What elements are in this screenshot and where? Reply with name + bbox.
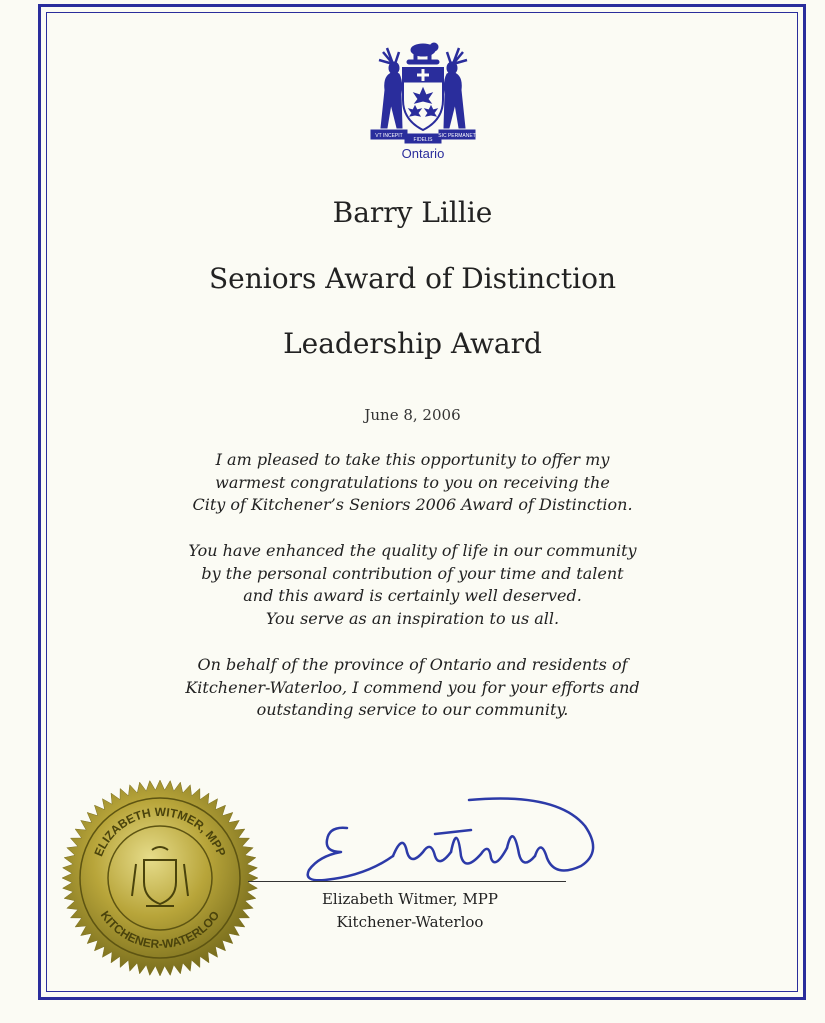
- paragraph-commendation: [70, 654, 755, 722]
- paragraph-line: and this award is certainly well deserved.: [243, 586, 582, 605]
- paragraph-congratulations: [70, 449, 755, 517]
- paragraph-line: Kitchener-Waterloo, I commend you for your efforts and: [185, 677, 640, 697]
- signature-icon: [285, 782, 605, 892]
- paragraph-contribution: [70, 540, 755, 630]
- seal-text-bottom: KITCHENER-WATERLOO: [97, 908, 223, 952]
- paragraph-line: You have enhanced the quality of life in our community: [188, 541, 637, 560]
- crest-label: Ontario: [401, 146, 445, 161]
- award-category: Leadership Award: [283, 327, 542, 360]
- paragraph-line: City of Kitchener’s Seniors 2006 Award of Distinction.: [192, 495, 633, 514]
- paragraph-line: outstanding service to our community.: [256, 700, 569, 719]
- signature-line: [248, 881, 566, 882]
- seal-text-top: ELIZABETH WITMER, MPP: [91, 804, 229, 859]
- paragraph-line: On behalf of the province of Ontario and residents of: [197, 655, 628, 674]
- paragraph-line: warmest congratulations to you on receiving the: [215, 472, 610, 492]
- motto-center: FIDELIS: [413, 137, 433, 143]
- signer-name: Elizabeth Witmer, MPP: [321, 890, 498, 908]
- motto-left: VT INCEPIT: [375, 133, 403, 139]
- award-date: June 8, 2006: [364, 406, 461, 424]
- paragraph-line: I am pleased to take this opportunity to offer my: [215, 450, 610, 469]
- recipient-name: Barry Lillie: [332, 196, 493, 229]
- motto-right: SIC PERMANET: [438, 133, 476, 139]
- signer-riding: Kitchener-Waterloo: [336, 913, 484, 931]
- paragraph-line: You serve as an inspiration to us all.: [265, 608, 560, 628]
- award-title: Seniors Award of Distinction: [209, 262, 616, 295]
- paragraph-line: by the personal contribution of your time and talent: [201, 563, 624, 583]
- gold-seal-icon: [60, 778, 260, 978]
